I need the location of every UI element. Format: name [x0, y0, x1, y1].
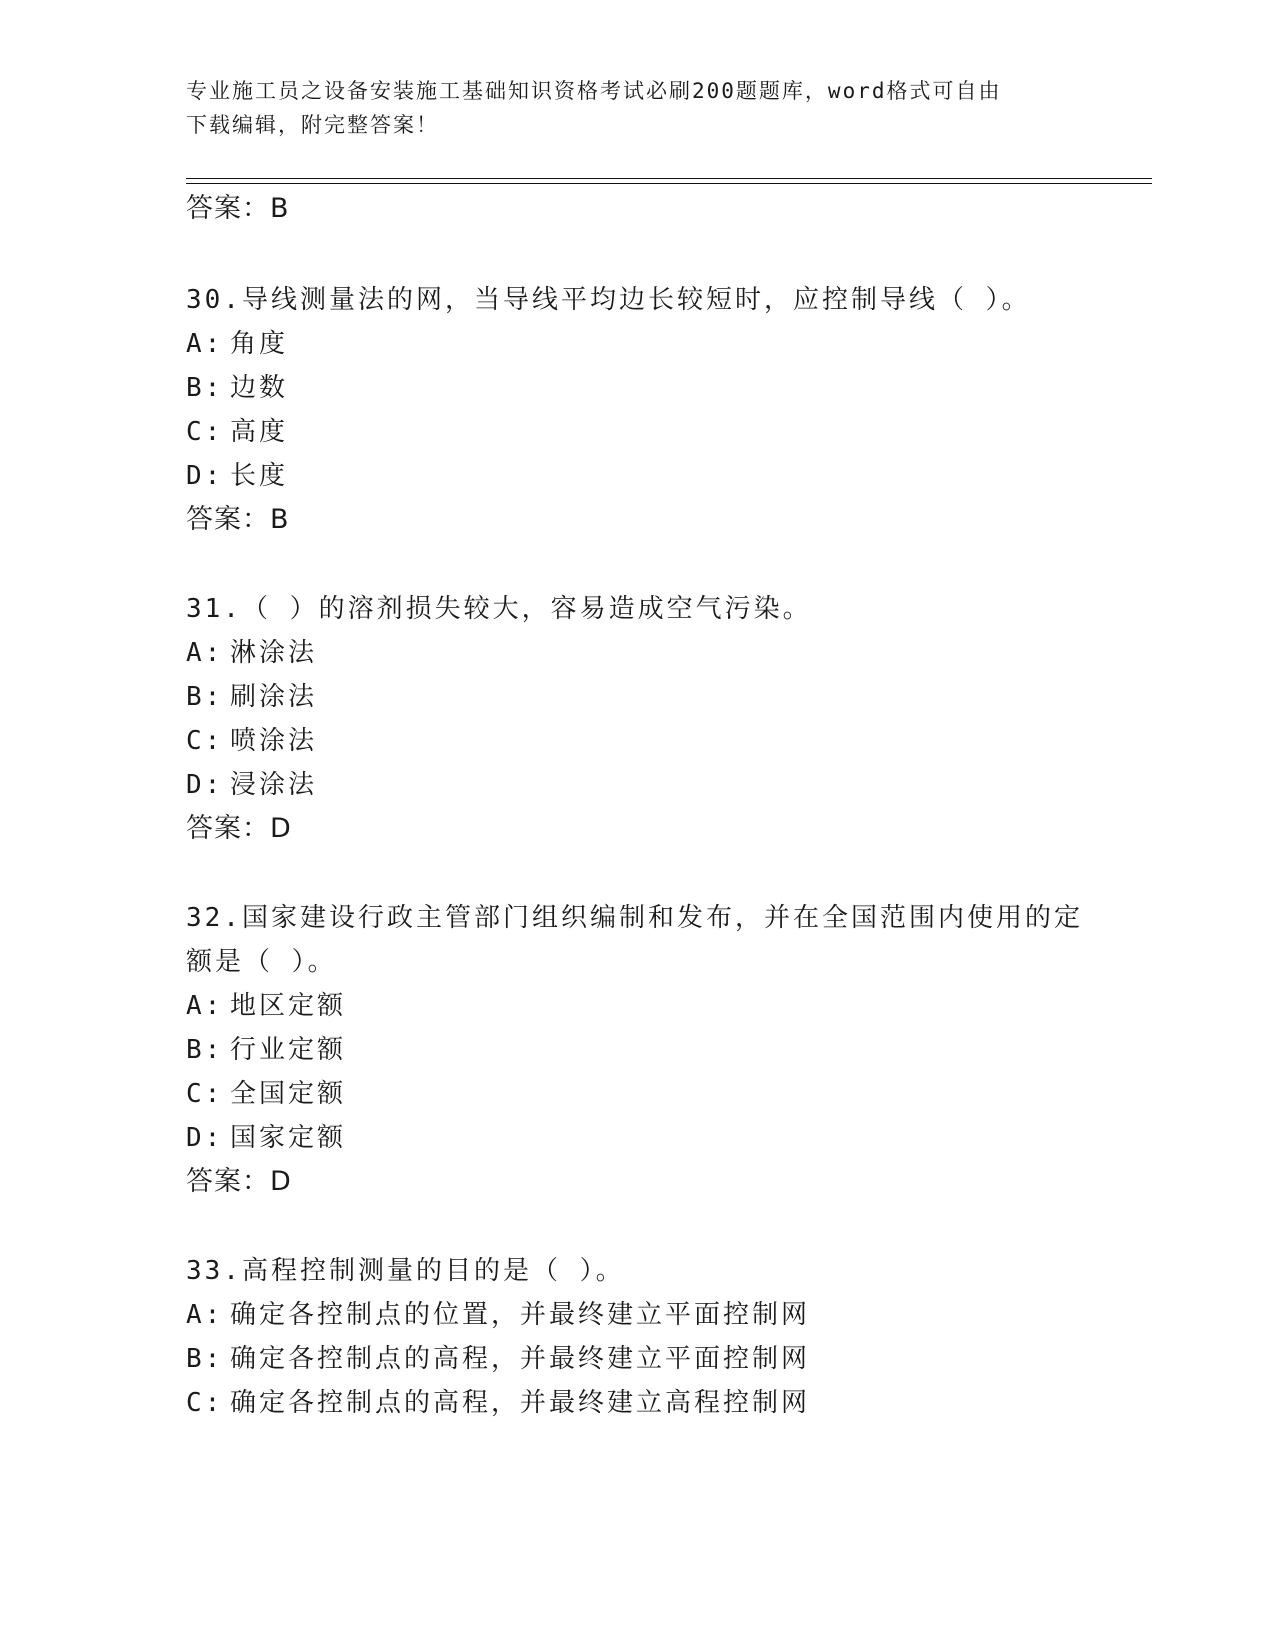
question-32-option-a — [186, 989, 346, 1023]
question-31-option-d — [186, 768, 317, 802]
option-text: 确定各控制点的高程，并最终建立平面控制网 — [230, 1344, 811, 1374]
question-31-answer: 答案：D — [186, 813, 292, 844]
question-32-option-c — [186, 1077, 346, 1111]
option-text: 全国定额 — [230, 1079, 347, 1109]
option-text: 地区定额 — [230, 991, 347, 1021]
header-divider-bottom — [186, 183, 1152, 184]
question-33-stem: 33.高程控制测量的目的是（ ）。 — [186, 1256, 625, 1286]
question-30-stem: 30.导线测量法的网，当导线平均边长较短时，应控制导线（ ）。 — [186, 285, 1031, 315]
question-30-option-a — [186, 327, 288, 361]
option-label: D: — [186, 770, 224, 800]
option-label: A: — [186, 329, 224, 359]
previous-answer: 答案：B — [186, 193, 290, 224]
question-31-option-c — [186, 724, 317, 758]
question-31-option-b — [186, 680, 317, 714]
option-text: 角度 — [230, 329, 289, 359]
option-label: C: — [186, 417, 224, 447]
question-32-option-d — [186, 1121, 346, 1155]
option-label: C: — [186, 1388, 224, 1418]
option-text: 边数 — [230, 373, 289, 403]
option-label: B: — [186, 373, 224, 403]
question-31-stem: 31.（ ）的溶剂损失较大，容易造成空气污染。 — [186, 594, 812, 624]
option-label: D: — [186, 1123, 224, 1153]
question-30-option-d — [186, 459, 288, 493]
option-label: B: — [186, 682, 224, 712]
option-text: 刷涂法 — [230, 682, 318, 712]
question-31-option-a — [186, 636, 317, 670]
question-33-option-c — [186, 1386, 810, 1420]
question-32-stem-line-2: 额是（ ）。 — [186, 947, 337, 977]
header-line-1: 专业施工员之设备安装施工基础知识资格考试必刷200题题库，word格式可自由 — [186, 79, 1002, 103]
option-text: 高度 — [230, 417, 289, 447]
option-text: 浸涂法 — [230, 770, 318, 800]
option-label: A: — [186, 1300, 224, 1330]
question-32-option-b — [186, 1033, 346, 1067]
option-text: 确定各控制点的位置，并最终建立平面控制网 — [230, 1300, 811, 1330]
option-text: 确定各控制点的高程，并最终建立高程控制网 — [230, 1388, 811, 1418]
option-text: 国家定额 — [230, 1123, 347, 1153]
question-33-option-b — [186, 1342, 810, 1376]
header-divider-top — [186, 178, 1152, 179]
question-33-option-a — [186, 1298, 810, 1332]
option-text: 长度 — [230, 461, 289, 491]
header-line-2: 下载编辑，附完整答案！ — [186, 113, 439, 137]
option-label: C: — [186, 726, 224, 756]
option-text: 淋涂法 — [230, 638, 318, 668]
option-label: D: — [186, 461, 224, 491]
document-header — [186, 74, 1066, 142]
question-30-option-c — [186, 415, 288, 449]
question-30-option-b — [186, 371, 288, 405]
question-30-answer: 答案：B — [186, 504, 290, 535]
option-label: C: — [186, 1079, 224, 1109]
option-label: B: — [186, 1035, 224, 1065]
option-text: 喷涂法 — [230, 726, 318, 756]
option-text: 行业定额 — [230, 1035, 347, 1065]
option-label: B: — [186, 1344, 224, 1374]
question-32-answer: 答案：D — [186, 1166, 292, 1197]
question-32-stem-line-1: 32.国家建设行政主管部门组织编制和发布，并在全国范围内使用的定 — [186, 903, 1083, 933]
option-label: A: — [186, 991, 224, 1021]
option-label: A: — [186, 638, 224, 668]
